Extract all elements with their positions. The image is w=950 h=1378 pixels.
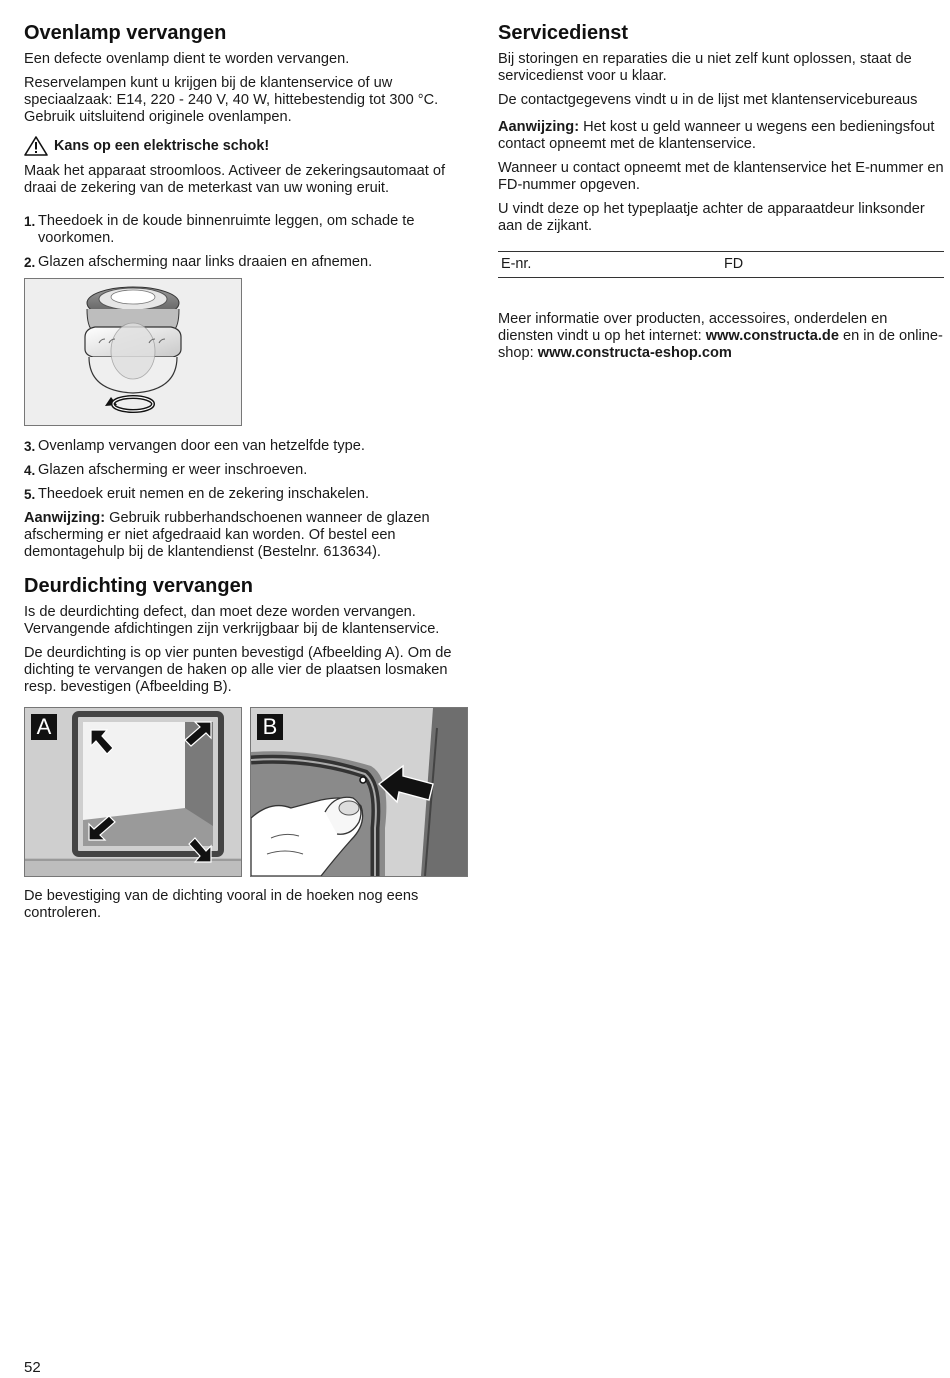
figure-a-label: A (31, 714, 57, 740)
figure-a-illustration (25, 708, 241, 876)
warning-triangle-icon (24, 136, 48, 156)
step-text: Glazen afscherming naar links draaien en afnemen. (38, 254, 373, 270)
seal-section-title: Deurdichting vervangen (24, 575, 253, 597)
step-number: 3. (24, 439, 36, 454)
service-note (498, 119, 944, 153)
note-label: Aanwijzing: (498, 119, 580, 135)
figure-a (24, 707, 242, 877)
step-item (24, 486, 468, 503)
step-text: Theedoek in de koude binnenruimte leggen, om schade te voorkomen. (38, 213, 415, 246)
seal-instructions: De deurdichting is op vier punten bevestigd (Afbeelding A). Om de dichting te vervangen de haken op alle vier de plaatsen losmaken resp. bevestigen (Afbeelding B). (24, 645, 452, 695)
more-info (498, 311, 944, 362)
warning-heading (24, 136, 468, 156)
seal-intro: Is de deurdichting defect, dan moet deze worden vervangen. Vervangende afdichtingen zijn verkrijgbaar bij de klantenservice. (24, 604, 440, 637)
lamp-cover-illustration (25, 279, 241, 425)
warning-title: Kans op een elektrische schok! (54, 138, 270, 154)
rotate-arrow-icon (105, 397, 153, 411)
step-text: Theedoek eruit nemen en de zekering inschakelen. (38, 486, 370, 502)
enr-fd-table (498, 251, 944, 278)
steps-list-2 (24, 438, 468, 503)
step-number: 5. (24, 487, 36, 502)
step-item (24, 462, 468, 479)
right-column (498, 22, 944, 369)
lamp-cover-figure (24, 278, 242, 426)
service-numbers: Wanneer u contact opneemt met de klantenservice het E-nummer en FD-nummer opgeven. (498, 160, 944, 193)
service-contact: De contactgegevens vindt u in de lijst met klantenservicebureaus (498, 92, 918, 108)
lamp-note (24, 510, 468, 561)
step-number: 1. (24, 214, 36, 229)
note-text: Het kost u geld wanneer u wegens een bedieningsfout contact opneemt met de klantenservice. (498, 119, 935, 152)
fd-label: FD (724, 256, 744, 272)
lamp-section-title: Ovenlamp vervangen (24, 22, 227, 44)
more-info-text-2: en in de online-shop: (498, 328, 943, 361)
service-intro: Bij storingen en reparaties die u niet zelf kunt oplossen, staat de servicedienst voor u klaar. (498, 51, 912, 84)
figure-b-illustration (251, 708, 467, 876)
step-text: Ovenlamp vervangen door een van hetzelfde type. (38, 438, 365, 454)
step-number: 2. (24, 255, 36, 270)
lamp-intro: Een defecte ovenlamp dient te worden vervangen. (24, 51, 350, 67)
enr-label: E-nr. (501, 256, 532, 272)
step-item (24, 254, 468, 271)
seal-figures (24, 707, 468, 877)
website-link[interactable]: www.constructa.de (705, 328, 839, 344)
note-text: Gebruik rubberhandschoenen wanneer de glazen afscherming er niet afgedraaid kan worden. Of bestel een demontagehulp bij de klantendienst (Bestelnr. 613634). (24, 510, 430, 560)
figure-b (250, 707, 468, 877)
service-section-title: Servicedienst (498, 22, 629, 44)
service-type-plate: U vindt deze op het typeplaatje achter de apparaatdeur linksonder aan de zijkant. (498, 201, 925, 234)
more-info-text-1: Meer informatie over producten, accessoires, onderdelen en diensten vindt u op het internet: (498, 311, 888, 344)
step-item (24, 213, 468, 247)
eshop-link[interactable]: www.constructa-eshop.com (537, 345, 732, 361)
step-text: Glazen afscherming er weer inschroeven. (38, 462, 308, 478)
step-item (24, 438, 468, 455)
lamp-spare-parts: Reservelampen kunt u krijgen bij de klantenservice of uw speciaalzaak: E14, 220 - 240 V, 40 W, hittebestendig tot 300 °C. Gebruik uitsluitend originele ovenlampen. (24, 75, 439, 125)
note-label: Aanwijzing: (24, 510, 106, 526)
left-column (24, 22, 468, 929)
figure-b-label: B (257, 714, 283, 740)
steps-list-1 (24, 213, 468, 271)
warning-text: Maak het apparaat stroomloos. Activeer de zekeringsautomaat of draai de zekering van de meterkast van uw woning eruit. (24, 163, 446, 196)
step-number: 4. (24, 463, 36, 478)
seal-check: De bevestiging van de dichting vooral in de hoeken nog eens controleren. (24, 888, 419, 921)
page-number: 52 (24, 1359, 41, 1376)
